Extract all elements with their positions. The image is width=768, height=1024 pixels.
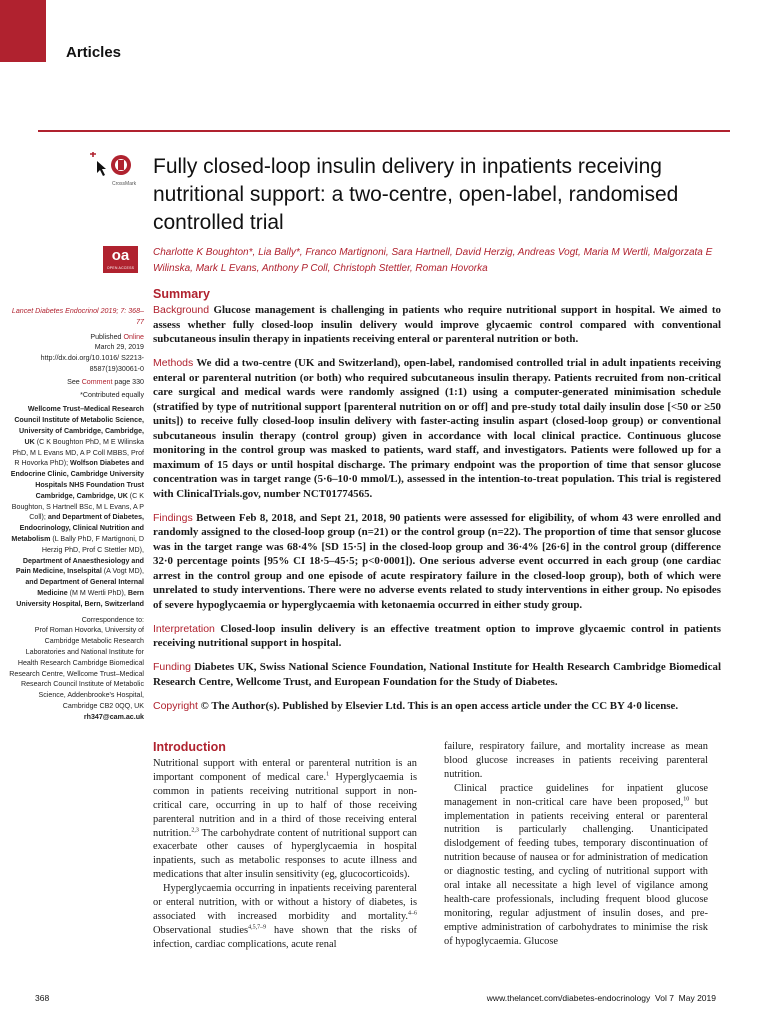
comment-link[interactable]: Comment — [81, 377, 113, 386]
affiliation-4-people: (A Vogt MD), — [101, 567, 144, 576]
affiliation-3-people: (L Bally PhD, F Martignoni, D Herzig PhD, Prof C Stettler MD), — [41, 534, 144, 554]
col2-p2a: Clinical practice guidelines for inpatient glucose management in non-critical care have been proposed, — [444, 782, 708, 808]
intro-p1b: Hyperglycaemia is common in patients receiving nutritional support in non-critical care, occurring in up to half of those receiving parenteral nutrition and in a third of those receiving enteral nutrition. — [153, 771, 417, 839]
open-access-sub: OPEN ACCESS — [106, 266, 135, 270]
intro-p1a: Nutritional support with enteral or parenteral nutrition is an important component of medical care. — [153, 758, 417, 783]
background-text: Glucose management is challenging in patients who require nutritional support in hospital. We aimed to assess whether fully closed-loop insulin delivery would improve glycaemic control compared with conventional subcutaneous insulin therapy in inpatients receiving enteral or parenteral nutrition or both. — [153, 304, 721, 345]
intro-p2a: Hyperglycaemia occurring in inpatients receiving parenteral or enteral nutrition, with or without a history of diabetes, is associated with increased morbidity and mortality. — [153, 883, 417, 922]
affiliation-3: and Department of Diabetes, Endocrinology, Clinical Nutrition and Metabolism — [11, 513, 144, 543]
contributed-note: *Contributed equally — [80, 390, 144, 399]
interpretation-text: Closed-loop insulin delivery is an effective treatment option to improve glycaemic control in patients receiving nutritional support in hospital. — [153, 622, 721, 649]
volume: Vol 7 — [655, 993, 674, 1003]
page-number: 368 — [35, 993, 50, 1003]
summary-heading: Summary — [153, 287, 210, 301]
crossmark-label: CrossMark — [112, 181, 137, 187]
col2-p2b: but implementation in patients receiving enteral or parenteral nutrition is particularly challenging. Unanticipated dislodgement of feeding tubes, temporary discontinuation of nutrition because of nausea or for administration of medication or diagnostic testing, and cycling of nutritional support with oral intake all necessitate a high level of vigilance among health-care professionals, including frequent blood glucose monitoring, regular adjustment of insulin doses, and pre-emptive administration of carbohydrates to minimise the risk of hypoglycaemia. Glucose — [444, 796, 708, 947]
intro-p2b: Observational studies — [153, 924, 249, 936]
affiliation-2-people: (C K Boughton, S Hartnell BSc, M L Evans, A P Coll); — [11, 491, 144, 522]
sidebar — [8, 306, 144, 724]
author-list: Charlotte K Boughton*, Lia Bally*, Franco Martignoni, Sara Hartnell, David Herzig, Andreas Vogt, Maria M Wertli, Malgorzata E Wilinska, Mark L Evans, Anthony P Coll, Christoph Stettler, Roman Hovorka — [153, 247, 713, 274]
affiliation-4: Department of Anaesthesiology and Pain Medicine, Inselspital — [15, 556, 144, 576]
see-page: page 330 — [112, 377, 144, 386]
funding-label: Funding — [153, 661, 191, 673]
summary-funding — [153, 660, 721, 689]
affiliation-5-people: (M M Wertli PhD), — [67, 588, 126, 597]
introduction-heading: Introduction — [153, 740, 226, 754]
correspondence-email[interactable]: rh347@cam.ac.uk — [83, 712, 144, 721]
funding-text: Diabetes UK, Swiss National Science Foundation, National Institute for Health Research Cambridge Biomedical Research Centre, Wellcome Trust, and European Foundation for the Study of Diabetes. — [153, 661, 721, 688]
section-label: Articles — [66, 44, 122, 61]
correspondence-body: Prof Roman Hovorka, University of Cambridge Metabolic Research Laboratories and National Institute for Health Research Cambridge Biomedical Research Centre, Wellcome Trust–Medical Research Council Institute of Metabolic Science, Addenbrooke's Hospital, Cambridge CB2 0QQ, UK — [9, 626, 144, 710]
citation: Lancet Diabetes Endocrinol 2019; 7: 368–77 — [11, 307, 144, 326]
summary-background — [153, 303, 721, 347]
findings-text: Between Feb 8, 2018, and Sept 21, 2018, 90 patients were assessed for eligibility, of whom 43 were enrolled and randomly assigned to the closed-loop group (n=21) or the control group (n=22). The proportion of time that sensor glucose was in the target range was 68·4% [SD 15·5] in the closed-loop group and 36·4% [26·6] in the control group (difference 32·0 percentage points [95% CI 18·5–45·5; p<0·0001]). One serious adverse event occurred in each group (one cardiac arrest in the control group and one episode of acute respiratory failure in the closed-loop group), both of which were unrelated to study interventions. There were no adverse events related to study interventions in either group. No episodes of severe hypoglycaemia or hyperglycaemia with ketonaemia occurred in either study group. — [153, 511, 721, 611]
body-column-1 — [153, 740, 417, 952]
ref-10[interactable]: 10 — [683, 796, 690, 803]
issue-date: May 2019 — [678, 993, 716, 1003]
intro-paragraph-2 — [153, 882, 417, 952]
affiliation-2: Wolfson Diabetes and Endocrine Clinic, Cambridge University Hospitals NHS Foundation Trust Cambridge, Cambridge, UK — [10, 459, 144, 500]
header-accent-bar — [0, 0, 46, 62]
intro-p1c: The carbohydrate content of nutritional support can exacerbate other causes of hyperglycaemia in hospital inpatients, such as metabolic responses to acute illness and medications that alter insulin sensitivity (eg, glucocorticoids). — [153, 827, 417, 881]
copyright-text: © The Author(s). Published by Elsevier Ltd. This is an open access article under the CC BY 4·0 license. — [197, 699, 679, 712]
article-title: Fully closed-loop insulin delivery in inpatients receiving nutritional support: a two-centre, open-label, randomised controlled trial — [153, 155, 679, 234]
methods-text: We did a two-centre (UK and Switzerland), open-label, randomised controlled trial in adult inpatients receiving enteral or parenteral nutrition (or both) who required subcutaneous insulin therapy. Patients recruited from non-critical care surgical and medical wards were randomly assigned (1:1) using a computer-generated minimisation schedule (stratified by type of nutritional support [parenteral nutrition on or off] and pre-study total daily insulin dose [<50 or ≥50 units]) to receive fully closed-loop insulin delivery with faster-acting insulin aspart (closed-loop group) or conventional subcutaneous insulin therapy (control group) given in accordance with local clinical practice. Continuous glucose monitoring in the control group was masked to patients, ward staff, and investigators. Patients were followed up for a maximum of 15 days or until hospital discharge. The primary endpoint was the proportion of time that sensor glucose concentration was in target range (5·6–10·0 mmol/L), assessed in the intention-to-treat population. This trial is registered with ClinicalTrials.gov, number NCT01774565. — [153, 357, 721, 500]
correspondence-label: Correspondence to: — [81, 615, 144, 624]
body-column-2 — [444, 740, 708, 949]
footer-journal — [487, 993, 716, 1003]
copyright-label: Copyright — [153, 699, 198, 712]
summary-body — [153, 303, 721, 723]
open-access-mark: oa — [111, 247, 130, 264]
open-access-icon — [103, 246, 138, 273]
summary-copyright — [153, 699, 721, 714]
intro-p2c: have shown that the risks of infection, cardiac complications, acute renal — [153, 924, 417, 950]
header-rule — [38, 130, 730, 132]
affiliation-1: Wellcome Trust–Medical Research Council Institute of Metabolic Science, University of Cambridge, Cambridge, UK — [14, 405, 144, 446]
see-label: See — [67, 377, 82, 386]
published-online-link[interactable]: Online — [123, 332, 144, 341]
intro-paragraph-1 — [153, 757, 417, 882]
affiliation-6: Bern University Hospital, Bern, Switzerland — [16, 588, 144, 608]
published-date: March 29, 2019 — [94, 343, 144, 352]
summary-interpretation — [153, 622, 721, 651]
col2-paragraph-1: failure, respiratory failure, and mortality increase as mean blood glucose increases in patients receiving parenteral nutrition. — [444, 741, 708, 780]
col2-paragraph-2 — [444, 782, 708, 949]
summary-methods — [153, 356, 721, 501]
journal-url[interactable]: www.thelancet.com/diabetes-endocrinology — [486, 993, 651, 1003]
background-label: Background — [153, 304, 210, 316]
ref-2-3[interactable]: 2,3 — [191, 827, 199, 834]
crossmark-icon[interactable] — [88, 152, 140, 188]
findings-label: Findings — [153, 511, 193, 524]
ref-4-6[interactable]: 4–6 — [408, 910, 417, 917]
affiliation-1-people: (C K Boughton PhD, M E Wilinska PhD, M L Evans MD, A P Coll MBBS, Prof R Hovorka PhD); — [12, 437, 144, 468]
methods-label: Methods — [153, 357, 194, 369]
doi-link[interactable]: http://dx.doi.org/10.1016/ S2213-8587(19)30061-0 — [40, 354, 144, 373]
affiliation-5: and Department of General Internal Medicine — [25, 578, 144, 597]
ref-4-9[interactable]: 4,5,7–9 — [248, 924, 267, 931]
summary-findings — [153, 511, 721, 613]
interpretation-label: Interpretation — [153, 622, 215, 635]
ref-1[interactable]: 1 — [326, 771, 330, 778]
published-label: Published — [90, 332, 124, 341]
